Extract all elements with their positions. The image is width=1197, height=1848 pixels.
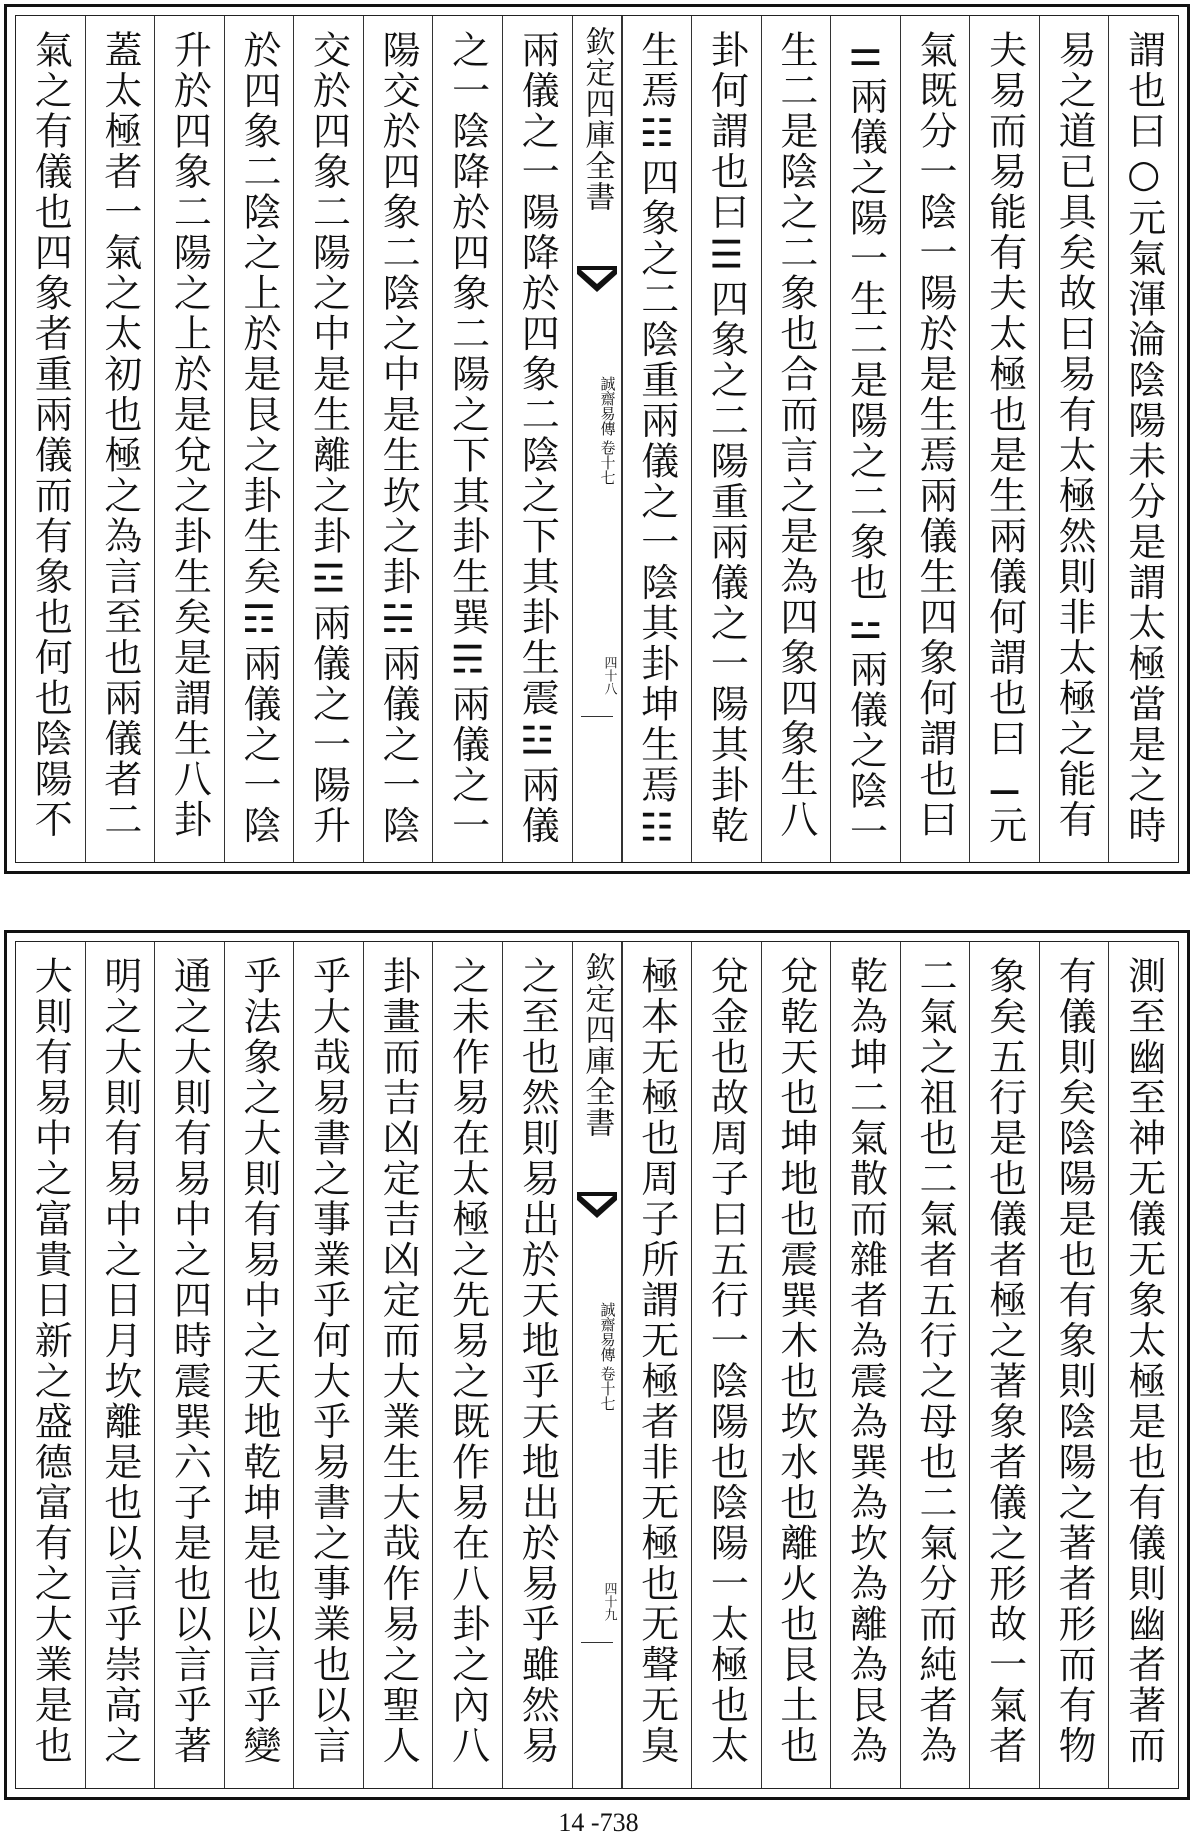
text-column: 升於四象二陽之上於是兌之卦生矣是謂生八卦	[154, 16, 224, 862]
text-column: 生二是陰之二象也合而言之是為四象四象生八	[761, 16, 831, 862]
volume-number: 卷十七	[598, 1366, 617, 1411]
section-title	[577, 1302, 617, 1411]
fold-divider	[581, 1642, 613, 1643]
text-column: 有儀則矣陰陽是也有象則陰陽之著者形而有物	[1039, 942, 1109, 1788]
text-column: 氣既分一陰一陽於是生焉兩儀生四象何謂也曰	[900, 16, 970, 862]
text-column: 兌乾天也坤地也震巽木也坎水也離火也艮土也	[761, 942, 831, 1788]
book-title: 欽定四庫全書	[579, 952, 615, 1138]
text-column: 易之道已具矣故曰易有太極然則非太極之能有	[1039, 16, 1109, 862]
text-column: 乎大哉易書之事業乎何大乎易書之事業也以言	[293, 942, 363, 1788]
book-name: 誠齋易傳	[598, 376, 617, 436]
folio-number: 四十九	[601, 1582, 617, 1621]
page-number: 14 -738	[558, 1808, 639, 1837]
text-column: 之至也然則易出於天地乎天地出於易乎雖然易	[502, 942, 572, 1788]
text-column: 之未作易在太極之先易之既作易在八卦之內八	[432, 942, 502, 1788]
text-column: 卦畫而吉凶定吉凶定而大業生大哉作易之聖人	[363, 942, 433, 1788]
text-column: 陽交於四象二陰之中是生坎之卦☵兩儀之一陰	[363, 16, 433, 862]
text-column: 兩儀之一陽降於四象二陰之下其卦生震☳兩儀	[502, 16, 572, 862]
fold-divider	[581, 716, 613, 717]
text-column: 夫易而易能有夫太極也是生兩儀何謂也曰⚊元	[969, 16, 1039, 862]
text-column: 測至幽至神无儀无象太極是也有儀則幽者著而	[1108, 942, 1178, 1788]
bottom-page	[4, 930, 1190, 1800]
center-fold	[572, 16, 622, 862]
text-column: 謂也曰○元氣渾淪陰陽未分是謂太極當是之時	[1108, 16, 1178, 862]
text-column: 蓋太極者一氣之太初也極之為言至也兩儀者二	[85, 16, 155, 862]
text-column: 氣之有儀也四象者重兩儀而有象也何也陰陽不	[28, 30, 73, 840]
bottom-page-columns	[16, 942, 1178, 1788]
text-column: 象矣五行是也儀者極之著象者儀之形故一氣者	[969, 942, 1039, 1788]
text-column: ⚌兩儀之陽一生二是陽之二象也⚍兩儀之陰一	[830, 16, 900, 862]
book-name: 誠齋易傳	[598, 1302, 617, 1362]
top-page-frame	[15, 15, 1179, 863]
text-column: 交於四象二陽之中是生離之卦☲兩儀之一陽升	[293, 16, 363, 862]
text-column: 通之大則有易中之四時震巽六子是也以言乎著	[154, 942, 224, 1788]
text-column: 卦何謂也曰☰四象之二陽重兩儀之一陽其卦乾	[691, 16, 761, 862]
fish-tail-ornament-icon	[577, 266, 617, 294]
book-title: 欽定四庫全書	[579, 26, 615, 212]
text-column: 生焉☷四象之二陰重兩儀之一陰其卦坤生焉☷	[622, 16, 692, 862]
text-column: 二氣之祖也二氣者五行之母也二氣分而純者為	[900, 942, 970, 1788]
text-column: 兌金也故周子曰五行一陰陽也陰陽一太極也太	[691, 942, 761, 1788]
text-column: 乾為坤二氣散而雜者為震為巽為坎為離為艮為	[830, 942, 900, 1788]
text-column: 之一陰降於四象二陽之下其卦生巽☴兩儀之一	[432, 16, 502, 862]
top-page	[4, 4, 1190, 874]
text-column: 於四象二陰之上於是艮之卦生矣☶兩儀之一陰	[224, 16, 294, 862]
folio-number: 四十八	[601, 656, 617, 695]
text-column: 明之大則有易中之日月坎離是也以言乎崇高之	[85, 942, 155, 1788]
text-column: 極本无極也周子所謂无極者非无極也无聲无臭	[622, 942, 692, 1788]
text-column: 乎法象之大則有易中之天地乾坤是也以言乎變	[224, 942, 294, 1788]
top-page-columns	[16, 16, 1178, 862]
fish-tail-ornament-icon	[577, 1192, 617, 1220]
bottom-page-frame	[15, 941, 1179, 1789]
volume-number: 卷十七	[598, 440, 617, 485]
center-fold	[572, 942, 622, 1788]
text-column: 大則有易中之富貴日新之盛德富有之大業是也	[28, 956, 73, 1766]
section-title	[577, 376, 617, 485]
